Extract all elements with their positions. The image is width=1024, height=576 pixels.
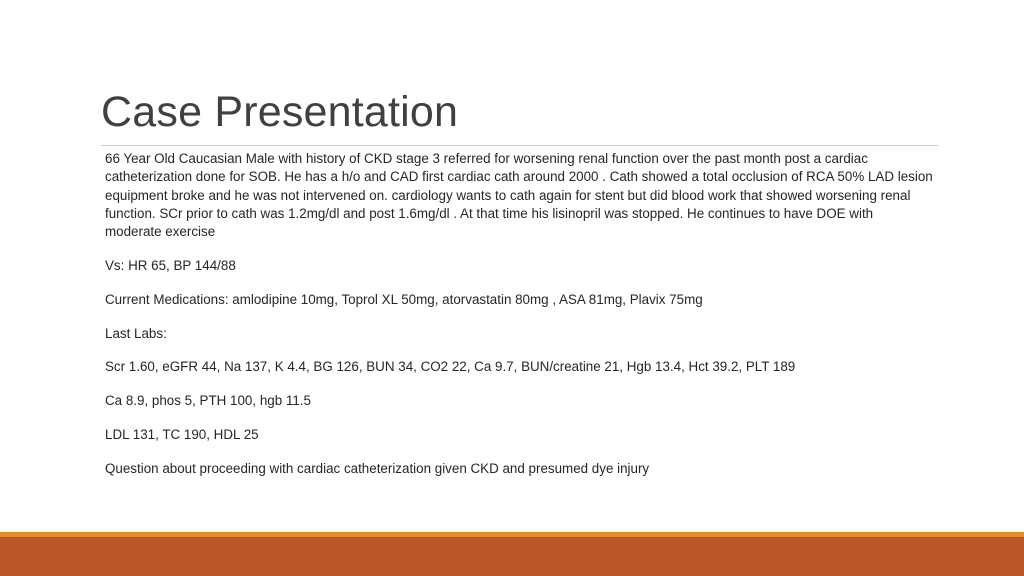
question-paragraph: Question about proceeding with cardiac catheterization given CKD and presumed dye injury <box>105 460 650 476</box>
title-divider <box>101 145 938 146</box>
last-labs-heading: Last Labs: <box>105 325 167 341</box>
slide-body <box>105 150 933 494</box>
footer-bar <box>0 537 1024 576</box>
labs-paragraph-1: Scr 1.60, eGFR 44, Na 137, K 4.4, BG 126, BUN 34, CO2 22, Ca 9.7, BUN/creatine 21, Hgb 13.4, Hct 39.2, PLT 189 <box>105 359 796 375</box>
labs-paragraph-2: Ca 8.9, phos 5, PTH 100, hgb 11.5 <box>105 393 311 409</box>
history-paragraph: 66 Year Old Caucasian Male with history of CKD stage 3 referred for worsening renal function over the past month post a cardiac catheterization done for SOB. He has a h/o and CAD first cardiac cath around 2000 . Cath showed a total occlusion of RCA 50% LAD lesion equipment broke and he was not intervened on. cardiology wants to cath again for stent but did blood work that showed worsening renal function. SCr prior to cath was 1.2mg/dl and post 1.6mg/dl . At that time his lisinopril was stopped. He continues to have DOE with moderate exercise <box>105 151 933 240</box>
vitals-paragraph: Vs: HR 65, BP 144/88 <box>105 257 236 273</box>
slide-title: Case Presentation <box>101 88 459 136</box>
lipids-paragraph: LDL 131, TC 190, HDL 25 <box>105 426 259 442</box>
medications-paragraph: Current Medications: amlodipine 10mg, Toprol XL 50mg, atorvastatin 80mg , ASA 81mg, Plavix 75mg <box>105 291 703 307</box>
